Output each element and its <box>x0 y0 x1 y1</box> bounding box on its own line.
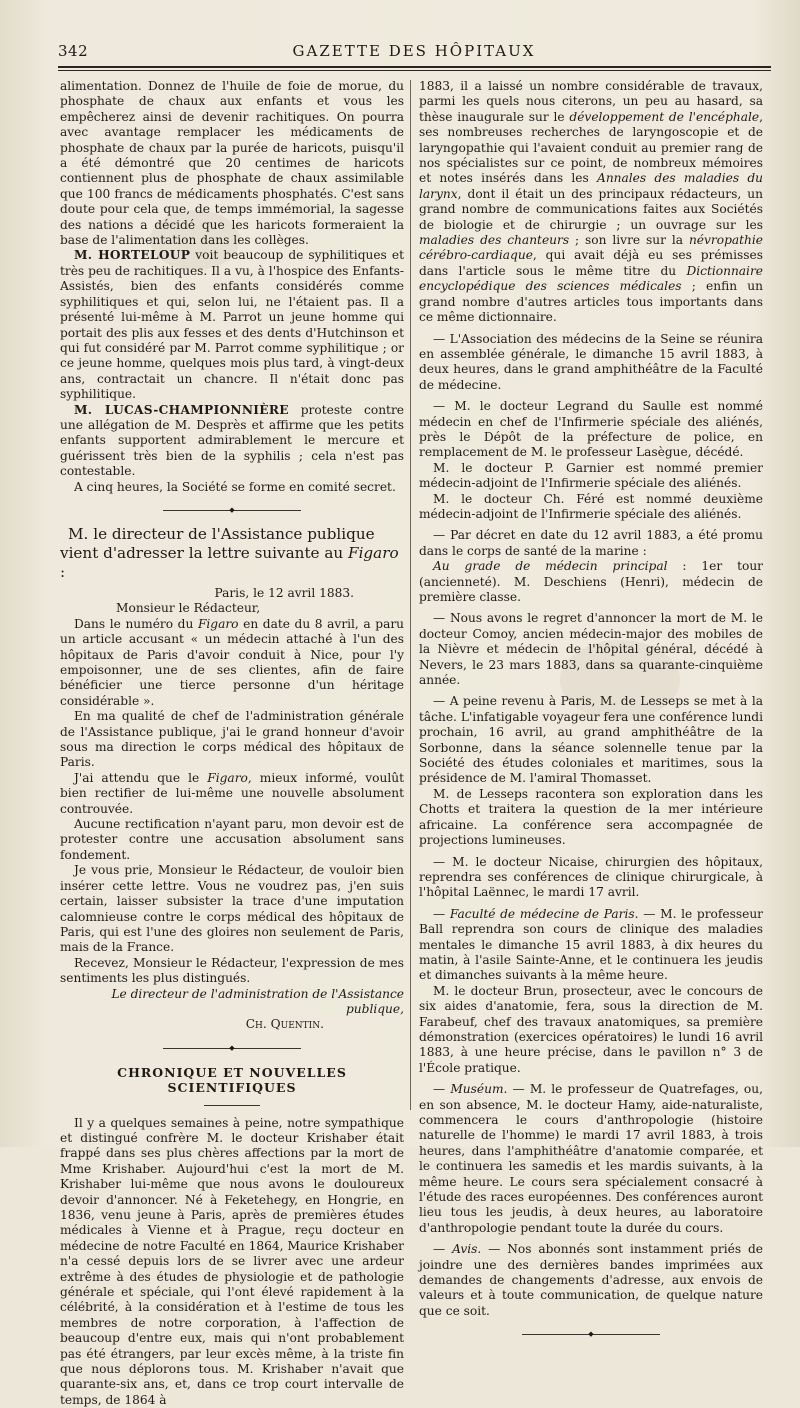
letter-paragraph: En ma qualité de chef de l'administration générale de l'Assistance publique, j'ai le grand honneur d'avoir sous ma direction le corps médical des hôpitaux de Paris. <box>60 709 404 770</box>
news-item: — A peine revenu à Paris, M. de Lesseps se met à la tâche. L'infatigable voyageur fera une conférence lundi prochain, 16 avril, au grand amphithéâtre de la Sorbonne, dans la séance solennelle tenue par la Société des études coloniales et maritimes, sous la présidence de M. l'amiral Thomasset. <box>419 694 763 786</box>
news-item: M. de Lesseps racontera son exploration dans les Chotts et traitera la question de la mer intérieure africaine. La conférence sera accompagnée de projections lumineuses. <box>419 786 763 848</box>
paragraph: 1883, il a laissé un nombre considérable de travaux, parmi les quels nous citerons, un peu au hasard, sa thèse inaugurale sur le développement de l'encéphale, ses nombreuses recherches de laryngoscopie et de laryngopathie qui l'avaient conduit au premier rang de nos spécialistes sur ce point, de nombreux mémoires et notes insérés dans les Annales des maladies du larynx, dont il était un des principaux rédacteurs, un grand nombre de communications faites aux Sociétés de biologie et de chirurgie ; un ouvrage sur les maladies des chanteurs ; son livre sur la névropathie cérébro-cardiaque, qui avait déjà eu ses prémisses dans l'article sous le même titre du Dictionnaire encyclopédique des sciences médicales ; enfin un grand nombre d'autres articles tous importants dans ce même dictionnaire. <box>419 79 764 325</box>
letter-paragraph: Recevez, Monsieur le Rédacteur, l'expression de mes sentiments les plus distingués. <box>60 955 404 986</box>
right-column <box>419 79 763 1349</box>
signature-title: Le directeur de l'administration de l'Assistance publique, <box>111 986 404 1016</box>
paragraph: Il y a quelques semaines à peine, notre sympathique et distingué confrère M. le docteur Krishaber était frappé dans ses plus chères affections par la mort de Mme Krishaber. Aujourd'hui c'est la mort de M. Krishaber lui-même que nous avons le douloureux devoir d'annoncer. Né à Feketehegy, en Hongrie, en 1836, venu jeune à Paris, après de premières études médicales à Vienne et à Prague, reçu docteur en médecine de notre Faculté en 1864, Maurice Krishaber n'a cessé depuis lors de se livrer avec une ardeur extrême à des études de physiologie et de pathologie générale et spéciale, qui l'ont élevé rapidement à la célébrité, à la considération et à l'estime de tous les membres de notre corporation, à l'affection de beaucoup d'entre eux, mais qui n'ont probablement pas été étrangers, par leur excès même, à la triste fin que nous déplorons tous. M. Krishaber n'avait que quarante-six ans, et, dans ce trop court intervalle de temps, de 1864 à <box>60 1115 404 1407</box>
news-item: — L'Association des médecins de la Seine se réunira en assemblée générale, le dimanche 15 avril 1883, à deux heures, dans le grand amphithéâtre de la Faculté de médecine. <box>419 331 763 392</box>
speaker-name: M. LUCAS-CHAMPIONNIÈRE <box>74 402 289 417</box>
page-number: 342 <box>58 42 89 60</box>
letter-paragraph: Je vous prie, Monsieur le Rédacteur, de vouloir bien insérer cette lettre. Vous ne voudrez pas, j'en suis certain, laisser subsister la trace d'une imputation calomnieuse contre le corps médical des hôpitaux de Paris, qui est l'une des gloires non seulement de Paris, mais de la France. <box>60 863 404 955</box>
news-item: Au grade de médecin principal : 1er tour (ancienneté). M. Deschiens (Henri), médecin de première classe. <box>419 559 763 604</box>
separator <box>60 503 404 517</box>
news-item: — M. le docteur Nicaise, chirurgien des hôpitaux, reprendra ses conférences de clinique chirurgicale, à l'hôpital Laënnec, le mardi 17 avril. <box>419 854 763 900</box>
news-item: — M. le docteur Legrand du Saulle est nommé médecin en chef de l'Infirmerie spéciale des aliénés, près le Dépôt de la préfecture de police, en remplacement de M. le professeur Lasègue, décédé. <box>419 399 763 460</box>
header-rule-thin <box>58 70 771 71</box>
running-title: GAZETTE DES HÔPITAUX <box>292 42 536 60</box>
letter-salutation: Monsieur le Rédacteur, <box>116 601 261 616</box>
paragraph: M. LUCAS-CHAMPIONNIÈRE proteste contre une allégation de M. Desprès et affirme que les petits enfants supportent admirablement le mercure et guérissent très bien de la syphilis ; cela n'est pas contestable. <box>60 402 404 479</box>
news-item: — Muséum. — M. le professeur de Quatrefages, ou, en son absence, M. le docteur Hamy, aide-naturaliste, commencera le cours d'anthropologie (histoire naturelle de l'homme) le mardi 17 avril 1883, à trois heures, dans l'amphithéâtre d'anatomie comparée, et le continuera les samedis et les mardis suivants, à la même heure. Le cours sera spécialement consacré à l'étude des races européennes. Des conférences auront lieu tous les jeudis, à deux heures, au laboratoire d'anthropologie pendant toute la durée du cours. <box>419 1082 763 1235</box>
letter-date: Paris, le 12 avril 1883. <box>214 585 354 600</box>
letter-paragraph: Dans le numéro du Figaro en date du 8 avril, a paru un article accusant « un médecin attaché à l'un des hôpitaux de Paris d'avoir conduit à Nice, pour l'y empoisonner, une de ses clientes, afin de faire bénéficier une tierce personne d'un héritage considérable ». <box>60 616 405 708</box>
page-header <box>58 36 770 62</box>
paragraph: alimentation. Donnez de l'huile de foie de morue, du phosphate de chaux aux enfants et vous les empêcherez ainsi de devenir rachitiques. On pourra avec avantage remplacer les médicaments de phosphate de chaux par la purée de haricots, puisqu'il a été démontré que 20 centimes de haricots contiennent plus de phosphate de chaux assimilable que 100 francs de médicaments phosphatés. C'est sans doute pour cela que, de temps immémorial, la sagesse des nations a décidé que les haricots formeraient la base de l'alimentation dans les collèges. <box>60 79 404 248</box>
speaker-name: M. HORTELOUP <box>74 248 191 263</box>
signature-name: Ch. Quentin. <box>245 1017 324 1032</box>
paragraph: A cinq heures, la Société se forme en comité secret. <box>74 479 396 494</box>
letter-paragraph: Aucune rectification n'ayant paru, mon devoir est de protester contre une accusation absolument sans fondement. <box>60 817 404 862</box>
separator <box>419 1327 763 1341</box>
section-title: CHRONIQUE ET NOUVELLES SCIENTIFIQUES <box>117 1064 347 1096</box>
separator <box>60 1041 404 1055</box>
header-rule <box>58 66 771 68</box>
paragraph: M. HORTELOUP voit beaucoup de syphilitiques et très peu de rachitiques. Il a vu, à l'hospice des Enfants-Assistés, bien des enfants considérés comme syphilitiques et qui, selon lui, ne l'étaient pas. Il a présenté lui-même à M. Parrot un jeune homme qui portait des plis aux fesses et des dents d'Hutchinson et qui fut considéré par M. Parrot comme syphilitique ; or ce jeune homme, quelques mois plus tard, à vingt-deux ans, contractait un chancre. Il n'était donc pas syphilitique. <box>60 248 404 402</box>
column-divider <box>410 80 411 1110</box>
separator-short <box>60 1100 404 1110</box>
news-item: M. le docteur P. Garnier est nommé premier médecin-adjoint de l'Infirmerie spéciale des aliénés. <box>419 460 763 491</box>
news-item: — Avis. — Nos abonnés sont instamment priés de joindre une des dernières bandes imprimées aux demandes de changements d'adresse, aux envois de valeurs et à toute communication, de quelque nature que ce soit. <box>419 1242 763 1318</box>
news-item: — Faculté de médecine de Paris. — M. le professeur Ball reprendra son cours de clinique des maladies mentales le dimanche 15 avril 1883, à dix heures du matin, à l'asile Sainte-Anne, et le continuera les jeudis et dimanches suivants à la même heure. <box>419 906 764 983</box>
notice-heading: M. le directeur de l'Assistance publique vient d'adresser la lettre suivante au Figaro : <box>60 524 399 581</box>
news-item: — Par décret en date du 12 avril 1883, a été promu dans le corps de santé de la marine : <box>419 528 763 558</box>
news-item: M. le docteur Brun, prosecteur, avec le concours de six aides d'anatomie, fera, sous la direction de M. Farabeuf, chef des travaux anatomiques, sa première démonstration (exercices opératoires) le lundi 16 avril 1883, à une heure précise, dans le pavillon n° 3 de l'École pratique. <box>419 983 763 1075</box>
news-item: — Nous avons le regret d'annoncer la mort de M. le docteur Comoy, ancien médecin-major des mobiles de la Nièvre et médecin de l'hôpital général, décédé à Nevers, le 23 mars 1883, dans sa quarante-cinquième année. <box>419 611 763 688</box>
letter-paragraph: J'ai attendu que le Figaro, mieux informé, voulût bien rectifier de lui-même une nouvelle absolument controuvée. <box>60 770 404 816</box>
news-item: M. le docteur Ch. Féré est nommé deuxième médecin-adjoint de l'Infirmerie spéciale des aliénés. <box>419 491 763 521</box>
left-column <box>60 79 404 1408</box>
